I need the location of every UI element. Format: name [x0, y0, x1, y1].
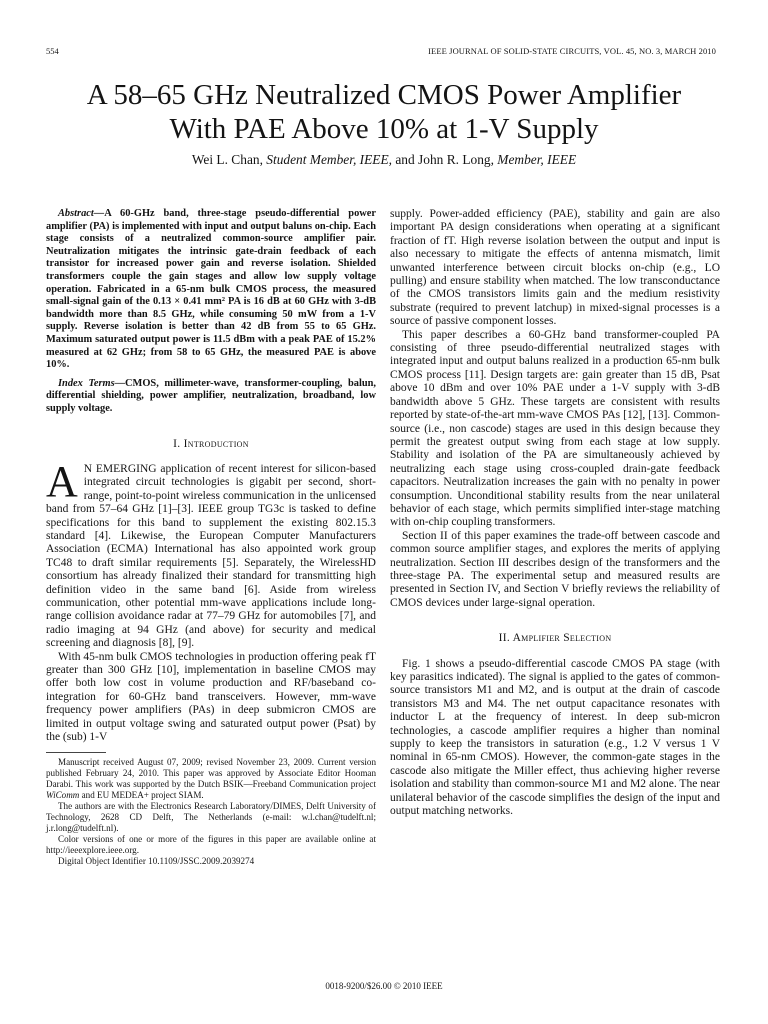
section-heading-amplifier-selection: II. Amplifier Selection [498, 632, 612, 645]
title-line-2: With PAE Above 10% at 1-V Supply [169, 113, 599, 145]
author-2: John R. Long, [418, 152, 494, 167]
author-2-affiliation: Member, IEEE [497, 152, 577, 167]
right-column [390, 208, 720, 818]
index-terms [46, 378, 376, 416]
footnote-manuscript-end: and EU MEDEA+ project SIAM. [79, 790, 204, 801]
running-header: IEEE JOURNAL OF SOLID-STATE CIRCUITS, VOL. 45, NO. 3, MARCH 2010 [428, 46, 716, 56]
footnote-divider [46, 752, 106, 753]
footnote-manuscript [46, 757, 376, 801]
intro-paragraph-1 [46, 456, 376, 651]
intro-paragraph-2: With 45-nm bulk CMOS technologies in production offering peak fT greater than 300 GHz [10], implementation in baseline CMOS may offer both low cost in volume production and RF/baseband co-integration for 60-GHz band transceivers. However, mm-wave frequency power amplifiers (PAs) in deep submicron CMOS are limited in output voltage swing and saturated output power (Psat) by the (sub) 1-V [46, 650, 376, 744]
paper-title [0, 78, 768, 146]
right-paragraph-3: Section II of this paper examines the trade-off between cascode and common source amplifier stages, and explores the merits of applying neutralization. Section III describes design of the transformers and the three-stage PA. The experimental setup and measured results are presented in Section IV, and Section V briefly reviews the reliability of CMOS devices under large-signal operation. [390, 529, 720, 609]
abstract-lead: Abstract— [58, 208, 105, 219]
author-1-affiliation: Student Member, IEEE, [266, 152, 392, 167]
right-paragraph-4: Fig. 1 shows a pseudo-differential cascode CMOS PA stage (with key parasitics indicated). The signal is applied to the gates of common-source transistors M1 and M2, and is output at the drain of cascode transistors M3 and M4. The net output capacitance resonates with inductor L at the frequency of interest. In deep sub-micron technologies, a cascode amplifier requires a higher than nominal supply to keep the transistors in saturation (e.g., 1.2 V versus 1 V nominal in 65-nm CMOS). However, the common-gate stages in the cascode also mitigate the Miller effect, thus achieving higher reverse isolation and stability than common-source M1 and M2 alone. The near unilateral behavior of the cascode simplifies the design of the input and output matching networks. [390, 657, 720, 818]
right-paragraph-2: This paper describes a 60-GHz band transformer-coupled PA consisting of three pseudo-differential neutralized stages with integrated input and output baluns realized in a production 65-nm bulk CMOS process [11]. Design targets are: gain greater than 15 dB, Psat above 10 dBm and over 10% PAE under a 1-V supply with 3-dB bandwidth above 5 GHz. These targets are consistent with results reported by state-of-the-art mm-wave CMOS PAs [12], [13]. Common-source (i.e., non cascode) stages are used in this design because they permit the greatest output swing from each stage at low supply. Stability and isolation of the PA are simultaneously achieved by neutralizing each stage using cross-coupled drain-gate feedback capacitors. Neutralization increases the gain with no penalty in power consumption. Unconditional stability results from the near unilateral behavior of each stage, which permits simplified inter-stage matching with on-chip coupling transformers. [390, 328, 720, 529]
abstract [46, 208, 376, 372]
intro-paragraph-1-text: N EMERGING application of recent interest for silicon-based integrated circuit technologies is gigabit per second, short-range, point-to-point wireless communication in the unlicensed band from 57–64 GHz [1]–[3]. IEEE group TG3c is tasked to define specifications for this band to supplement the existing 802.15.3 standard [4]. Likewise, the European Computer Manufacturers Association (ECMA) International has also appointed work group TC48 to draft similar requirements [5]. Separately, the WirelessHD consortium has already finalized their standard for transmitting high definition video in the same band [6]. Aside from wireless communication, other potential mm-wave applications include long-range collision avoidance radar at 77–79 GHz for automobiles [7], and radio imaging at 94 GHz (and above) for security and medical screening and diagnosis [8], [9]. [46, 462, 376, 650]
index-terms-text: CMOS, millimeter-wave, transformer-coupling, balun, differential shielding, power amplifier, neutralization, broadband, low supply voltage. [46, 377, 376, 414]
copyright-footer: 0018-9200/$26.00 © 2010 IEEE [325, 981, 443, 991]
author-1: Wei L. Chan, [191, 152, 263, 167]
drop-cap: A [46, 456, 78, 506]
footnote-manuscript-text: Manuscript received August 07, 2009; revised November 23, 2009. Current version published February 24, 2010. This paper was approved by Associate Editor Hooman Darabi. This work was supported by the Dutch BSIK—Freeband Communication project [46, 757, 376, 790]
footnote-authors: The authors are with the Electronics Research Laboratory/DIMES, Delft University of Technology, 2628 CD Delft, The Netherlands (e-mail: w.l.chan@tudelft.nl; j.r.long@tudelft.nl). [46, 801, 376, 834]
footnote-doi: Digital Object Identifier 10.1109/JSSC.2009.2039274 [58, 856, 255, 867]
footnote-color: Color versions of one or more of the figures in this paper are available online at http://ieeexplore.ieee.org. [46, 834, 376, 856]
page-number: 554 [46, 46, 59, 56]
title-line-1: A 58–65 GHz Neutralized CMOS Power Amplifier [86, 79, 682, 111]
index-terms-lead: Index Terms— [58, 377, 126, 389]
right-paragraph-1: supply. Power-added efficiency (PAE), stability and gain are also important PA design considerations when operating at a significant fraction of fT. High reverse isolation between the output and input is also necessary to mitigate the effects of antenna mismatch, limit unwanted interference between circuit blocks on-chip (e.g., LO pulling) and ensure stability when matched. The low transconductance of the CMOS transistors limits gain and the medium resistivity substrate (required to prevent latchup) in mixed-signal processes is a source of passive component losses. [390, 208, 720, 328]
author-line [0, 152, 768, 168]
author-conjunction: and [395, 152, 415, 167]
left-column [46, 208, 376, 867]
footnote-project-name: WiComm [46, 790, 80, 801]
section-heading-introduction: I. Introduction [173, 437, 249, 450]
footnotes [46, 757, 376, 867]
abstract-text: A 60-GHz band, three-stage pseudo-differential power amplifier (PA) is implemented with input and output baluns on-chip. Each stage consists of a neutralized common-source amplifier pair. Neutralization mitigates the intrinsic gate-drain feedback of each transistor for increased power gain and reverse isolation. Shielded transformers couple the gain stages and allow low supply voltage operation. Fabricated in a 65-nm bulk CMOS process, the measured small-signal gain of the 0.13 × 0.41 mm² PA is 16 dB at 60 GHz with 3-dB bandwidth more than 8.5 GHz, while consuming 50 mW from a 1-V supply. Reverse isolation is better than 42 dB from 55 to 65 GHz. Maximum saturated output power is 11.5 dBm with a peak PAE of 15.2% measured at 62 GHz; from 58 to 65 GHz, the measured PAE is above 10%. [46, 208, 376, 371]
